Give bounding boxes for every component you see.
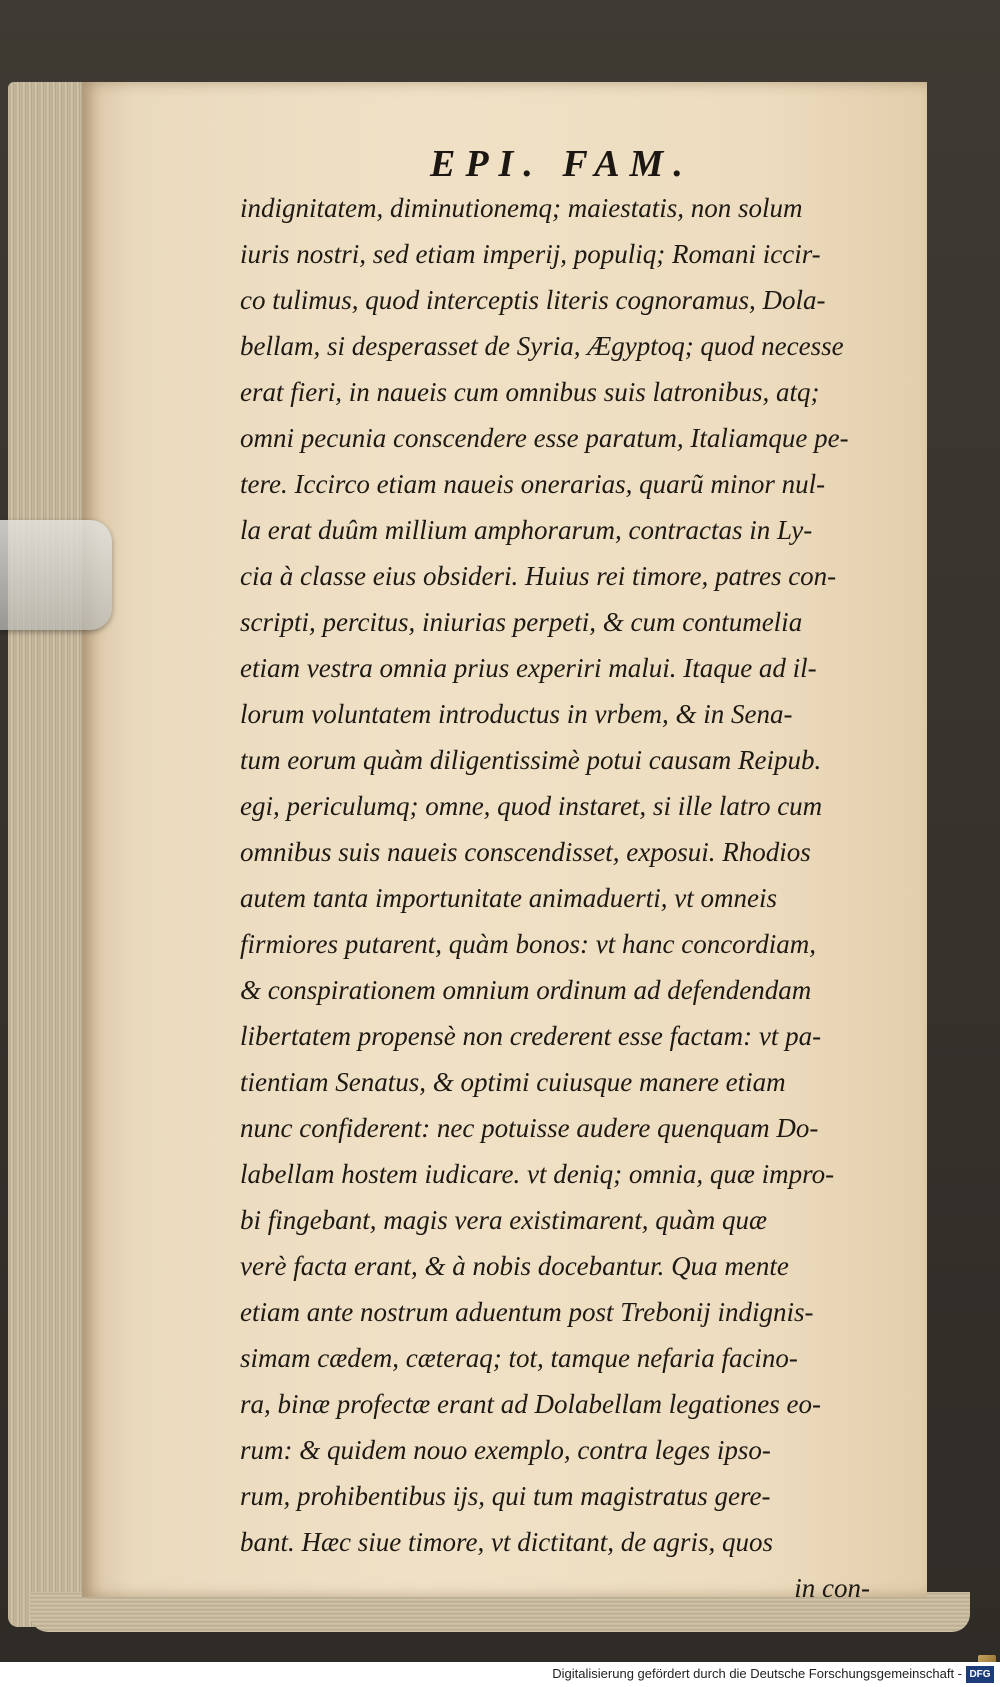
text-line: nunc confiderent: nec potuisse audere quenquam Do- <box>240 1113 819 1143</box>
digitization-footer <box>0 1662 1000 1687</box>
dfg-logo: DFG <box>966 1666 994 1683</box>
text-line: bi fingebant, magis vera existimarent, quàm quæ <box>240 1205 767 1235</box>
text-line: cia à classe eius obsideri. Huius rei timore, patres con- <box>240 561 837 591</box>
text-block <box>240 185 880 1611</box>
text-line: autem tanta importunitate animaduerti, vt omneis <box>240 883 777 913</box>
text-line: & conspirationem omnium ordinum ad defendendam <box>240 975 812 1005</box>
text-line: libertatem propensè non crederent esse factam: vt pa- <box>240 1021 822 1051</box>
text-line: omni pecunia conscendere esse paratum, Italiamque pe- <box>240 423 849 453</box>
text-line: indignitatem, diminutionemq; maiestatis, non solum <box>240 193 803 223</box>
text-line: verè facta erant, & à nobis docebantur. Qua mente <box>240 1251 789 1281</box>
text-line: scripti, percitus, iniurias perpeti, & cum contumelia <box>240 607 803 637</box>
text-line: etiam vestra omnia prius experiri malui. Itaque ad il- <box>240 653 817 683</box>
text-line: tere. Iccirco etiam naueis onerarias, quarũ minor nul- <box>240 469 826 499</box>
text-line: tientiam Senatus, & optimi cuiusque manere etiam <box>240 1067 786 1097</box>
text-line: co tulimus, quod interceptis literis cognoramus, Dola- <box>240 285 826 315</box>
text-line: bant. Hæc siue timore, vt dictitant, de agris, quos <box>240 1527 773 1557</box>
text-line: iuris nostri, sed etiam imperij, populiq; Romani iccir- <box>240 239 821 269</box>
text-line: labellam hostem iudicare. vt deniq; omnia, quæ impro- <box>240 1159 835 1189</box>
text-line: tum eorum quàm diligentissimè potui causam Reipub. <box>240 745 822 775</box>
text-line: rum, prohibentibus ijs, qui tum magistratus gere- <box>240 1481 771 1511</box>
text-line: bellam, si desperasset de Syria, Ægyptoq; quod necesse <box>240 331 844 361</box>
text-line: egi, periculumq; omne, quod instaret, si ille latro cum <box>240 791 823 821</box>
text-line: lorum voluntatem introductus in vrbem, & in Sena- <box>240 699 793 729</box>
catchword: in con- <box>794 1573 870 1603</box>
text-line: rum: & quidem nouo exemplo, contra leges ipso- <box>240 1435 771 1465</box>
text-line: simam cædem, cæteraq; tot, tamque nefaria facino- <box>240 1343 798 1373</box>
text-line: firmiores putarent, quàm bonos: vt hanc concordiam, <box>240 929 816 959</box>
page-clip <box>0 520 112 630</box>
running-head: EPI. FAM. <box>430 143 693 185</box>
funding-credit: Digitalisierung gefördert durch die Deutsche Forschungsgemeinschaft - <box>552 1666 962 1681</box>
text-line: la erat duûm millium amphorarum, contractas in Ly- <box>240 515 813 545</box>
text-line: erat fieri, in naueis cum omnibus suis latronibus, atq; <box>240 377 820 407</box>
text-line: omnibus suis naueis conscendisset, exposui. Rhodios <box>240 837 811 867</box>
text-line: ra, binæ profectæ erant ad Dolabellam legationes eo- <box>240 1389 821 1419</box>
text-line: etiam ante nostrum aduentum post Trebonij indignis- <box>240 1297 814 1327</box>
